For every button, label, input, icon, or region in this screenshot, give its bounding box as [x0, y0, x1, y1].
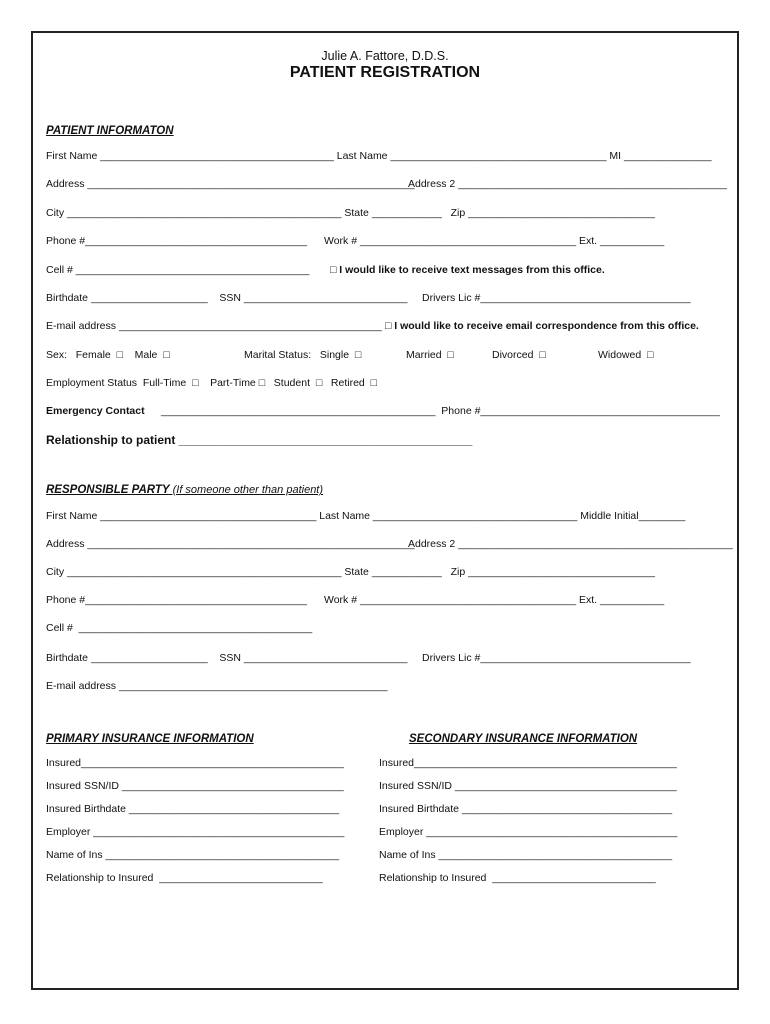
- patient-work-ext-field[interactable]: Work # _____________________________________ Ext. ___________: [324, 235, 665, 247]
- responsible-party-note: (If someone other than patient): [169, 484, 324, 496]
- responsible-address-field[interactable]: Address ________________________________________________________: [46, 538, 415, 550]
- sex-checkboxes[interactable]: Sex: Female □ Male □: [46, 349, 170, 361]
- patient-cell-field[interactable]: Cell # ________________________________________: [46, 264, 310, 276]
- secondary-insured-ssn-field[interactable]: Insured SSN/ID ______________________________________: [379, 780, 677, 792]
- secondary-employer-field[interactable]: Employer ___________________________________________: [379, 826, 678, 838]
- text-messages-checkbox[interactable]: □ I would like to receive text messages from this office.: [330, 264, 605, 276]
- patient-phone-field[interactable]: Phone #______________________________________: [46, 235, 308, 247]
- responsible-email-field[interactable]: E-mail address ______________________________________________: [46, 680, 388, 692]
- responsible-birthdate-ssn-lic-row[interactable]: Birthdate ____________________ SSN ____________________________ Drivers Lic #____________________________________: [46, 652, 691, 664]
- emergency-contact-label: Emergency Contact: [46, 405, 145, 417]
- marital-married-checkbox[interactable]: Married □: [406, 349, 454, 361]
- primary-relationship-field[interactable]: Relationship to Insured ____________________________: [46, 872, 323, 884]
- responsible-party-heading: [46, 484, 323, 496]
- patient-email-field[interactable]: E-mail address _____________________________________________: [46, 320, 382, 332]
- responsible-work-ext-field[interactable]: Work # _____________________________________ Ext. ___________: [324, 594, 665, 606]
- patient-info-heading: PATIENT INFORMATON: [46, 125, 174, 137]
- secondary-insured-birthdate-field[interactable]: Insured Birthdate ____________________________________: [379, 803, 673, 815]
- patient-address-field[interactable]: Address ________________________________________________________: [46, 178, 415, 190]
- primary-employer-field[interactable]: Employer ___________________________________________: [46, 826, 345, 838]
- primary-insured-birthdate-field[interactable]: Insured Birthdate ____________________________________: [46, 803, 340, 815]
- responsible-city-state-zip-row[interactable]: City _______________________________________________ State ____________ Zip ________________________________: [46, 566, 656, 578]
- primary-name-of-ins-field[interactable]: Name of Ins ________________________________________: [46, 849, 340, 861]
- responsible-address2-field[interactable]: Address 2 _______________________________________________: [408, 538, 733, 550]
- secondary-name-of-ins-field[interactable]: Name of Ins ________________________________________: [379, 849, 673, 861]
- patient-city-state-zip-row[interactable]: City _______________________________________________ State ____________ Zip ________________________________: [46, 207, 656, 219]
- responsible-phone-field[interactable]: Phone #______________________________________: [46, 594, 308, 606]
- responsible-party-title: RESPONSIBLE PARTY: [46, 484, 170, 496]
- patient-name-row[interactable]: First Name ________________________________________ Last Name _____________________________________ MI _______________: [46, 150, 712, 162]
- relationship-to-patient-field[interactable]: Relationship to patient ____________________________________________: [46, 433, 473, 447]
- emergency-contact-field[interactable]: _______________________________________________ Phone #_________________________________________: [161, 405, 720, 417]
- email-correspondence-checkbox[interactable]: □ I would like to receive email correspondence from this office.: [385, 320, 699, 332]
- page-title: PATIENT REGISTRATION: [289, 64, 481, 81]
- primary-insured-field[interactable]: Insured_____________________________________________: [46, 757, 344, 769]
- secondary-insured-field[interactable]: Insured_____________________________________________: [379, 757, 677, 769]
- doctor-name: Julie A. Fattore, D.D.S.: [321, 49, 449, 63]
- responsible-cell-field[interactable]: Cell # ________________________________________: [46, 622, 313, 634]
- primary-insured-ssn-field[interactable]: Insured SSN/ID ______________________________________: [46, 780, 344, 792]
- employment-status-checkboxes[interactable]: Employment Status Full-Time □ Part-Time □ Student □ Retired □: [46, 377, 377, 389]
- secondary-relationship-field[interactable]: Relationship to Insured ____________________________: [379, 872, 656, 884]
- primary-insurance-heading: PRIMARY INSURANCE INFORMATION: [46, 733, 254, 745]
- marital-widowed-checkbox[interactable]: Widowed □: [598, 349, 654, 361]
- patient-birthdate-ssn-lic-row[interactable]: Birthdate ____________________ SSN ____________________________ Drivers Lic #____________________________________: [46, 292, 691, 304]
- marital-divorced-checkbox[interactable]: Divorced □: [492, 349, 546, 361]
- secondary-insurance-heading: SECONDARY INSURANCE INFORMATION: [409, 733, 638, 745]
- marital-single-checkbox[interactable]: Marital Status: Single □: [244, 349, 362, 361]
- responsible-name-row[interactable]: First Name _____________________________________ Last Name ___________________________________ Middle Initial________: [46, 510, 686, 522]
- patient-address2-field[interactable]: Address 2 ______________________________________________: [408, 178, 727, 190]
